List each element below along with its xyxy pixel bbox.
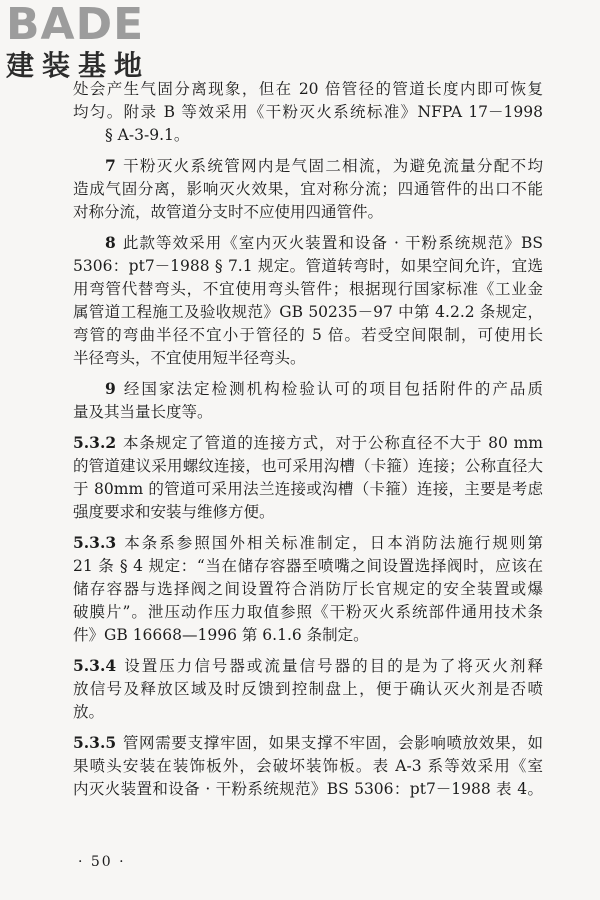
text-line: 果喷头安装在装饰板外，会破坏装饰板。表 A-3 系等效采用《室 <box>73 757 543 775</box>
section-5-3-2 <box>73 431 543 524</box>
paragraph-item-9 <box>73 377 543 424</box>
text-line: 属管道工程施工及验收规范》GB 50235－97 中第 4.2.2 条规定， <box>73 303 543 321</box>
text-line: 造成气固分离，影响灭火效果，宜对称分流；四通管件的出口不能 <box>73 180 543 198</box>
text-line: 7 干粉灭火系统管网内是气固二相流，为避免流量分配不均 <box>105 156 543 175</box>
section-5-3-5 <box>73 731 543 801</box>
section-number: 5.3.3 <box>73 533 117 552</box>
item-number: 8 <box>105 233 116 252</box>
text-line: 均匀。附录 B 等效采用《干粉灭火系统标准》NFPA 17－1998 <box>73 103 543 121</box>
text-line: 于 80mm 的管道可采用法兰连接或沟槽（卡箍）连接，主要是考虑 <box>73 480 543 498</box>
text-line: 5.3.4 设置压力信号器或流量信号器的目的是为了将灭火剂释 <box>73 656 543 675</box>
logo-wordmark: BADE <box>6 0 145 50</box>
site-logo <box>6 2 186 88</box>
text-line: 5.3.5 管网需要支撑牢固，如果支撑不牢固，会影响喷放效果，如 <box>73 733 543 752</box>
text-line: 内灭火装置和设备 · 干粉系统规范》BS 5306：pt7－1988 表 4。 <box>73 780 543 798</box>
text-line: 对称分流，故管道分支时不应使用四通管件。 <box>73 203 384 221</box>
paragraph-item-8 <box>73 231 543 370</box>
text-line: 破膜片”。泄压动作压力取值参照《干粉灭火系统部件通用技术条 <box>73 603 543 621</box>
document-body <box>73 78 543 801</box>
text-line: 强度要求和安装与维修方便。 <box>73 503 275 521</box>
section-number: 5.3.5 <box>73 733 117 752</box>
logo-subtitle: 建装基地 <box>6 49 151 82</box>
item-number: 9 <box>105 379 116 398</box>
section-5-3-3 <box>73 531 543 647</box>
text-line: 量及其当量长度等。 <box>73 403 213 421</box>
text-line: 的管道建议采用螺纹连接，也可采用沟槽（卡箍）连接；公称直径大 <box>73 457 543 475</box>
text-line: 用弯管代替弯头，不宜使用弯头管件；根据现行国家标准《工业金 <box>73 280 543 298</box>
text-line: 5.3.2 本条规定了管道的连接方式，对于公称直径不大于 80 mm <box>73 433 543 452</box>
text-line: 件》GB 16668—1996 第 6.1.6 条制定。 <box>73 626 369 644</box>
text-line: 8 此款等效采用《室内灭火装置和设备 · 干粉系统规范》BS <box>105 233 543 252</box>
text-line: 储存容器与选择阀之间设置符合消防厅长官规定的安全装置或爆 <box>73 580 543 598</box>
text-line: 半径弯头，不宜使用短半径弯头。 <box>73 349 306 367</box>
text-line: § A-3-9.1。 <box>105 126 190 144</box>
item-number: 7 <box>105 156 116 175</box>
paragraph-continuation <box>73 78 543 147</box>
text-line: 5306：pt7－1988 § 7.1 规定。管道转弯时，如果空间允许，宜选 <box>73 257 543 275</box>
text-line: 弯管的弯曲半径不宜小于管径的 5 倍。若受空间限制，可使用长 <box>73 326 543 344</box>
text-line: 9 经国家法定检测机构检验认可的项目包括附件的产品质 <box>105 379 543 398</box>
text-line: 处会产生气固分离现象，但在 20 倍管径的管道长度内即可恢复 <box>73 80 543 98</box>
text-line: 21 条 § 4 规定：“当在储存容器至喷嘴之间设置选择阀时，应该在 <box>73 557 543 575</box>
section-number: 5.3.4 <box>73 656 117 675</box>
text-line: 放信号及释放区域及时反馈到控制盘上，便于确认灭火剂是否喷 <box>73 680 543 698</box>
page-number: · 50 · <box>78 854 126 870</box>
text-line: 5.3.3 本条系参照国外相关标准制定，日本消防法施行规则第 <box>73 533 543 552</box>
paragraph-item-7 <box>73 154 543 224</box>
text-line: 放。 <box>73 703 105 721</box>
section-5-3-4 <box>73 654 543 724</box>
section-number: 5.3.2 <box>73 433 117 452</box>
